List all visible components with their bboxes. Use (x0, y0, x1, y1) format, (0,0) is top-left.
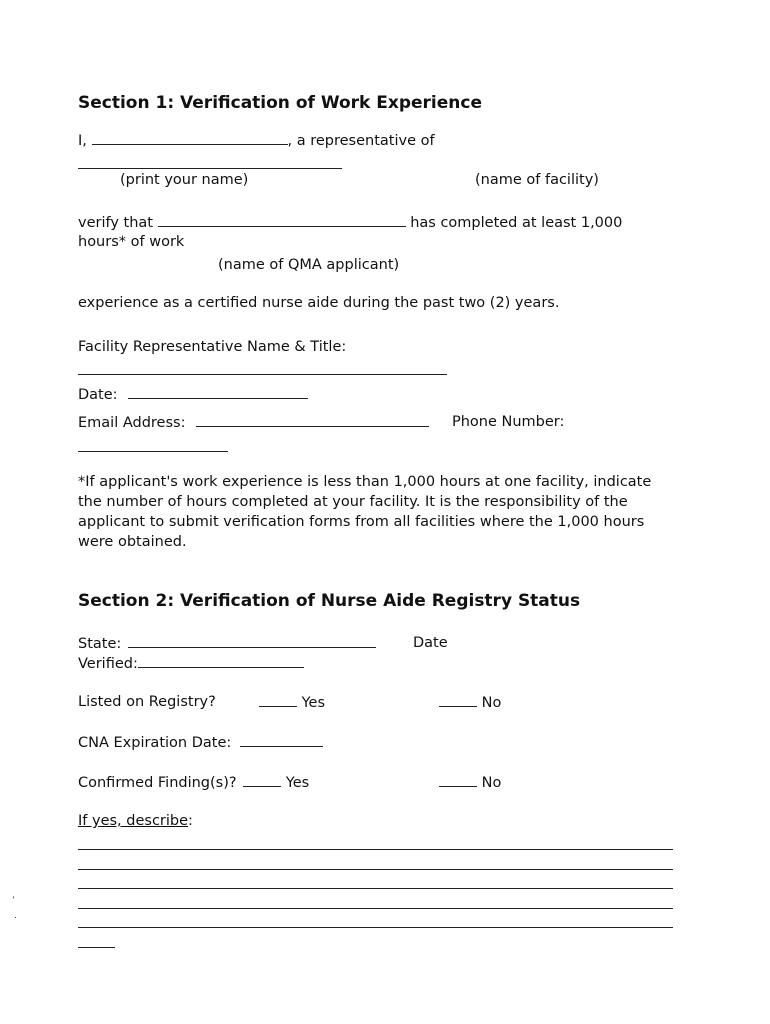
describe-label: If yes, describe (78, 813, 189, 829)
describe-field-line[interactable] (78, 869, 673, 870)
date-verified-field[interactable] (138, 654, 304, 668)
verified-label: Verified: (78, 656, 138, 672)
listed-yes-blank[interactable] (259, 693, 297, 707)
yes-label: Yes (301, 695, 326, 711)
yes-label: Yes (285, 775, 310, 791)
verified-line (78, 654, 304, 673)
representative-name-field[interactable] (92, 131, 288, 145)
no-label: No (481, 775, 502, 791)
no-label: No (481, 695, 502, 711)
verify-prefix: verify that (78, 215, 153, 231)
state-label: State: (78, 636, 122, 652)
rep-prefix: I, (78, 133, 87, 149)
email-line (78, 413, 429, 432)
state-line (78, 634, 376, 653)
rep-name-title-label: Facility Representative Name & Title: (78, 339, 347, 355)
date-line (78, 385, 308, 404)
listed-no (439, 693, 501, 712)
confirmed-no (439, 773, 501, 792)
confirmed-label: Confirmed Finding(s)? (78, 775, 237, 791)
confirmed-yes-blank[interactable] (243, 773, 281, 787)
footnote-line: *If applicant's work experience is less than 1,000 hours at one facility, indicate (78, 474, 652, 490)
verify-line (78, 213, 622, 232)
listed-no-blank[interactable] (439, 693, 477, 707)
listed-label: Listed on Registry? (78, 694, 216, 710)
section-2-heading: Section 2: Verification of Nurse Aide Registry Status (78, 591, 581, 611)
describe-field-line[interactable] (78, 849, 673, 850)
footnote-line: were obtained. (78, 534, 187, 550)
applicant-caption: (name of QMA applicant) (218, 257, 400, 273)
margin-mark: ’ (12, 896, 15, 906)
verify-suffix: has completed at least 1,000 (410, 215, 623, 231)
phone-field[interactable] (78, 451, 228, 452)
state-field[interactable] (128, 634, 376, 648)
footnote-line: the number of hours completed at your facility. It is the responsibility of the (78, 494, 628, 510)
date-field[interactable] (128, 385, 308, 399)
representative-line (78, 131, 435, 150)
describe-field-line[interactable] (78, 908, 673, 909)
cna-expiration-line (78, 733, 323, 752)
facility-caption: (name of facility) (475, 172, 599, 188)
describe-colon: : (188, 813, 193, 829)
confirmed-no-blank[interactable] (439, 773, 477, 787)
date-label: Date: (78, 387, 118, 403)
footnote (78, 472, 651, 552)
phone-label: Phone Number: (452, 414, 565, 430)
confirmed-line (78, 773, 309, 792)
margin-mark: . (14, 911, 17, 921)
describe-field-line[interactable] (78, 947, 115, 948)
cna-expiration-label: CNA Expiration Date: (78, 735, 232, 751)
qma-applicant-field[interactable] (158, 213, 406, 227)
describe-field-line[interactable] (78, 888, 673, 889)
cna-expiration-field[interactable] (240, 733, 323, 747)
describe-field-line[interactable] (78, 927, 673, 928)
describe-line (78, 812, 193, 830)
email-field[interactable] (196, 413, 429, 427)
print-name-caption: (print your name) (120, 172, 249, 188)
facility-name-field[interactable] (78, 168, 342, 169)
date-verified-label: Date (413, 635, 448, 651)
hours-of-work-text: hours* of work (78, 234, 185, 250)
experience-text: experience as a certified nurse aide during the past two (2) years. (78, 295, 560, 311)
email-label: Email Address: (78, 415, 186, 431)
footnote-line: applicant to submit verification forms from all facilities where the 1,000 hours (78, 514, 645, 530)
section-1-heading: Section 1: Verification of Work Experience (78, 93, 482, 113)
rep-name-title-field[interactable] (78, 374, 447, 375)
rep-suffix: , a representative of (287, 133, 435, 149)
listed-yes (259, 693, 325, 712)
